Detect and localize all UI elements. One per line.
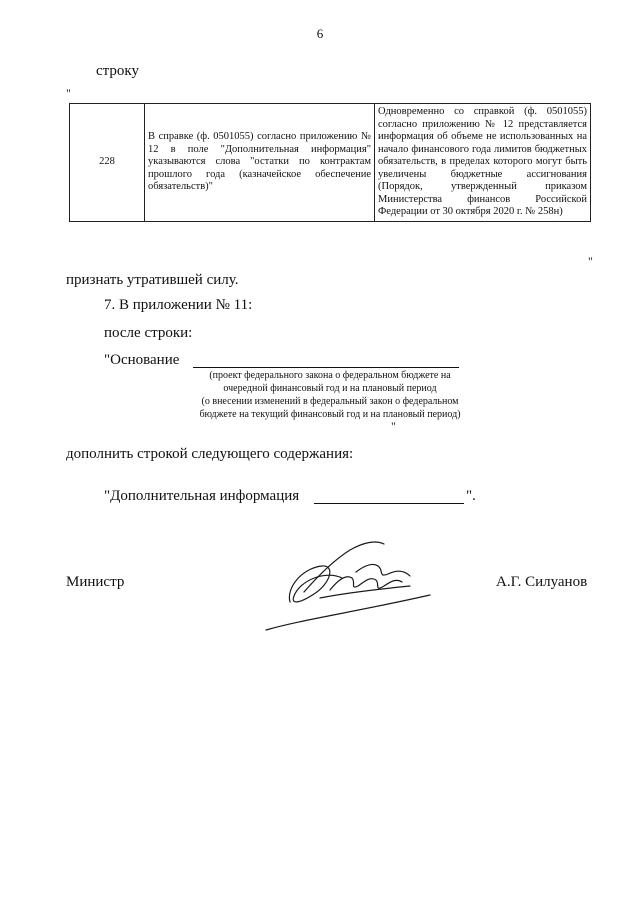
row-code-cell: 228 [70,104,145,222]
section-7-heading: 7. В приложении № 11: [104,297,253,313]
additional-info-label: "Дополнительная информация [104,488,300,504]
close-quote: " [588,254,593,268]
add-row-text: дополнить строкой следующего содержания: [66,446,354,462]
amendment-table [69,103,591,222]
row-rule-cell: Одновременно со справкой (ф. 0501055) согласно приложению № 12 представляется информация об объеме не использованных на начало финансового года лимитов бюджетных обязательств, в пределах которого могут быть увеличены бюджетные ассигнования (Порядок, утвержденный приказом Министерства финансов Российской Федерации от 30 октября 2020 г. № 258н) [375,104,591,222]
additional-info-underline [314,503,464,504]
additional-info-end: ". [466,488,476,504]
page-number: 6 [316,26,324,41]
basis-underline [193,367,459,368]
after-row-text: после строки: [104,325,193,341]
minister-title: Министр [66,574,125,590]
basis-note [196,369,464,421]
row-description-cell: В справке (ф. 0501055) согласно приложению № 12 в поле "Дополнительная информация" указываются слова "остатки по контрактам прошлого года (казначейское обеспечение обязательств)" [145,104,375,222]
signature [260,540,440,640]
minister-name: А.Г. Силуанов [496,574,588,590]
basis-note-line-2: (о внесении изменений в федеральный закон о федеральном бюджете на текущий финансовый год и на плановый период) [199,396,461,420]
table-row [70,104,591,222]
intro-word: строку [96,63,139,79]
basis-note-close-quote: " [391,419,396,433]
basis-note-line-1: (проект федерального закона о федеральном бюджете на очередной финансовый год и на плановый период [209,370,451,394]
invalidate-text: признать утратившей силу. [66,272,239,288]
open-quote: " [66,86,71,100]
basis-label: "Основание [104,352,180,368]
